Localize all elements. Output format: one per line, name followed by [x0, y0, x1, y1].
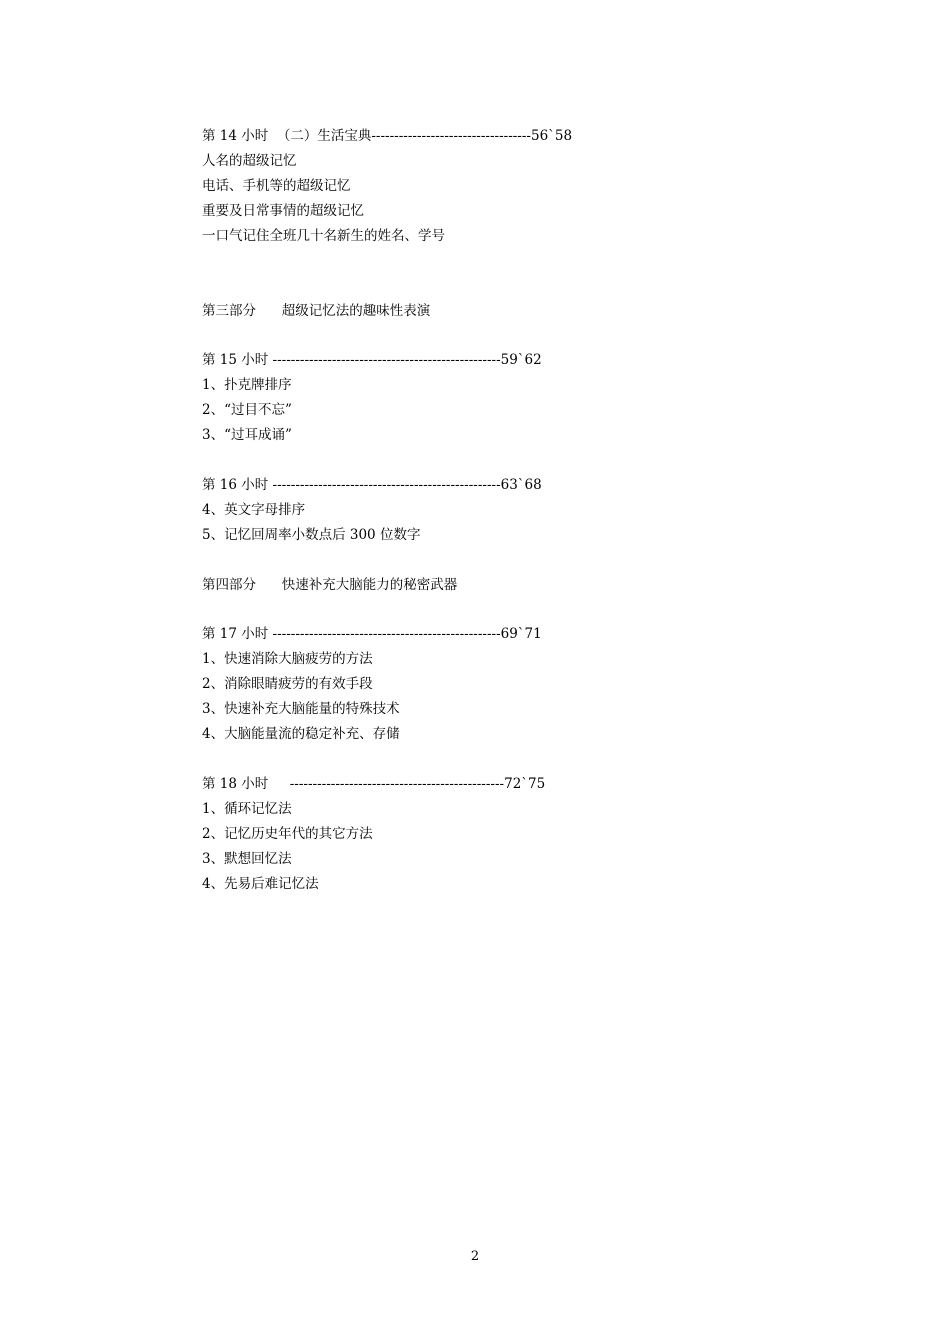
part-heading-3: 第三部分 超级记忆法的趣味性表演: [202, 303, 431, 319]
toc-item: 5、记忆回周率小数点后 300 位数字: [202, 527, 421, 543]
toc-item: 4、英文字母排序: [202, 502, 306, 518]
toc-item: 人名的超级记忆: [202, 153, 297, 169]
toc-item: 电话、手机等的超级记忆: [202, 178, 351, 194]
toc-item: 4、大脑能量流的稳定补充、存储: [202, 726, 400, 742]
part-heading-4: 第四部分 快速补充大脑能力的秘密武器: [202, 577, 458, 593]
toc-item: 2、消除眼睛疲劳的有效手段: [202, 676, 373, 692]
toc-item: 2、记忆历史年代的其它方法: [202, 826, 373, 842]
toc-item: 3、快速补充大脑能量的特殊技术: [202, 701, 400, 717]
toc-heading-hour-15: 第 15 小时 --------------------------------------------------59`62: [202, 352, 542, 368]
toc-heading-hour-17: 第 17 小时 --------------------------------------------------69`71: [202, 626, 542, 642]
toc-item: 3、“过耳成诵”: [202, 427, 292, 443]
toc-item: 2、“过目不忘”: [202, 402, 292, 418]
toc-item: 1、快速消除大脑疲劳的方法: [202, 651, 373, 667]
toc-item: 重要及日常事情的超级记忆: [202, 203, 364, 219]
toc-heading-hour-14: 第 14 小时 （二）生活宝典-----------------------------------56`58: [202, 128, 573, 144]
page-number: 2: [470, 1249, 480, 1264]
toc-item: 一口气记住全班几十名新生的姓名、学号: [202, 228, 445, 244]
toc-item: 4、先易后难记忆法: [202, 876, 319, 892]
toc-heading-hour-16: 第 16 小时 --------------------------------------------------63`68: [202, 477, 542, 493]
toc-item: 1、循环记忆法: [202, 801, 292, 817]
toc-item: 1、扑克牌排序: [202, 377, 292, 393]
toc-heading-hour-18: 第 18 小时 -----------------------------------------------72`75: [202, 776, 546, 792]
toc-item: 3、默想回忆法: [202, 851, 292, 867]
